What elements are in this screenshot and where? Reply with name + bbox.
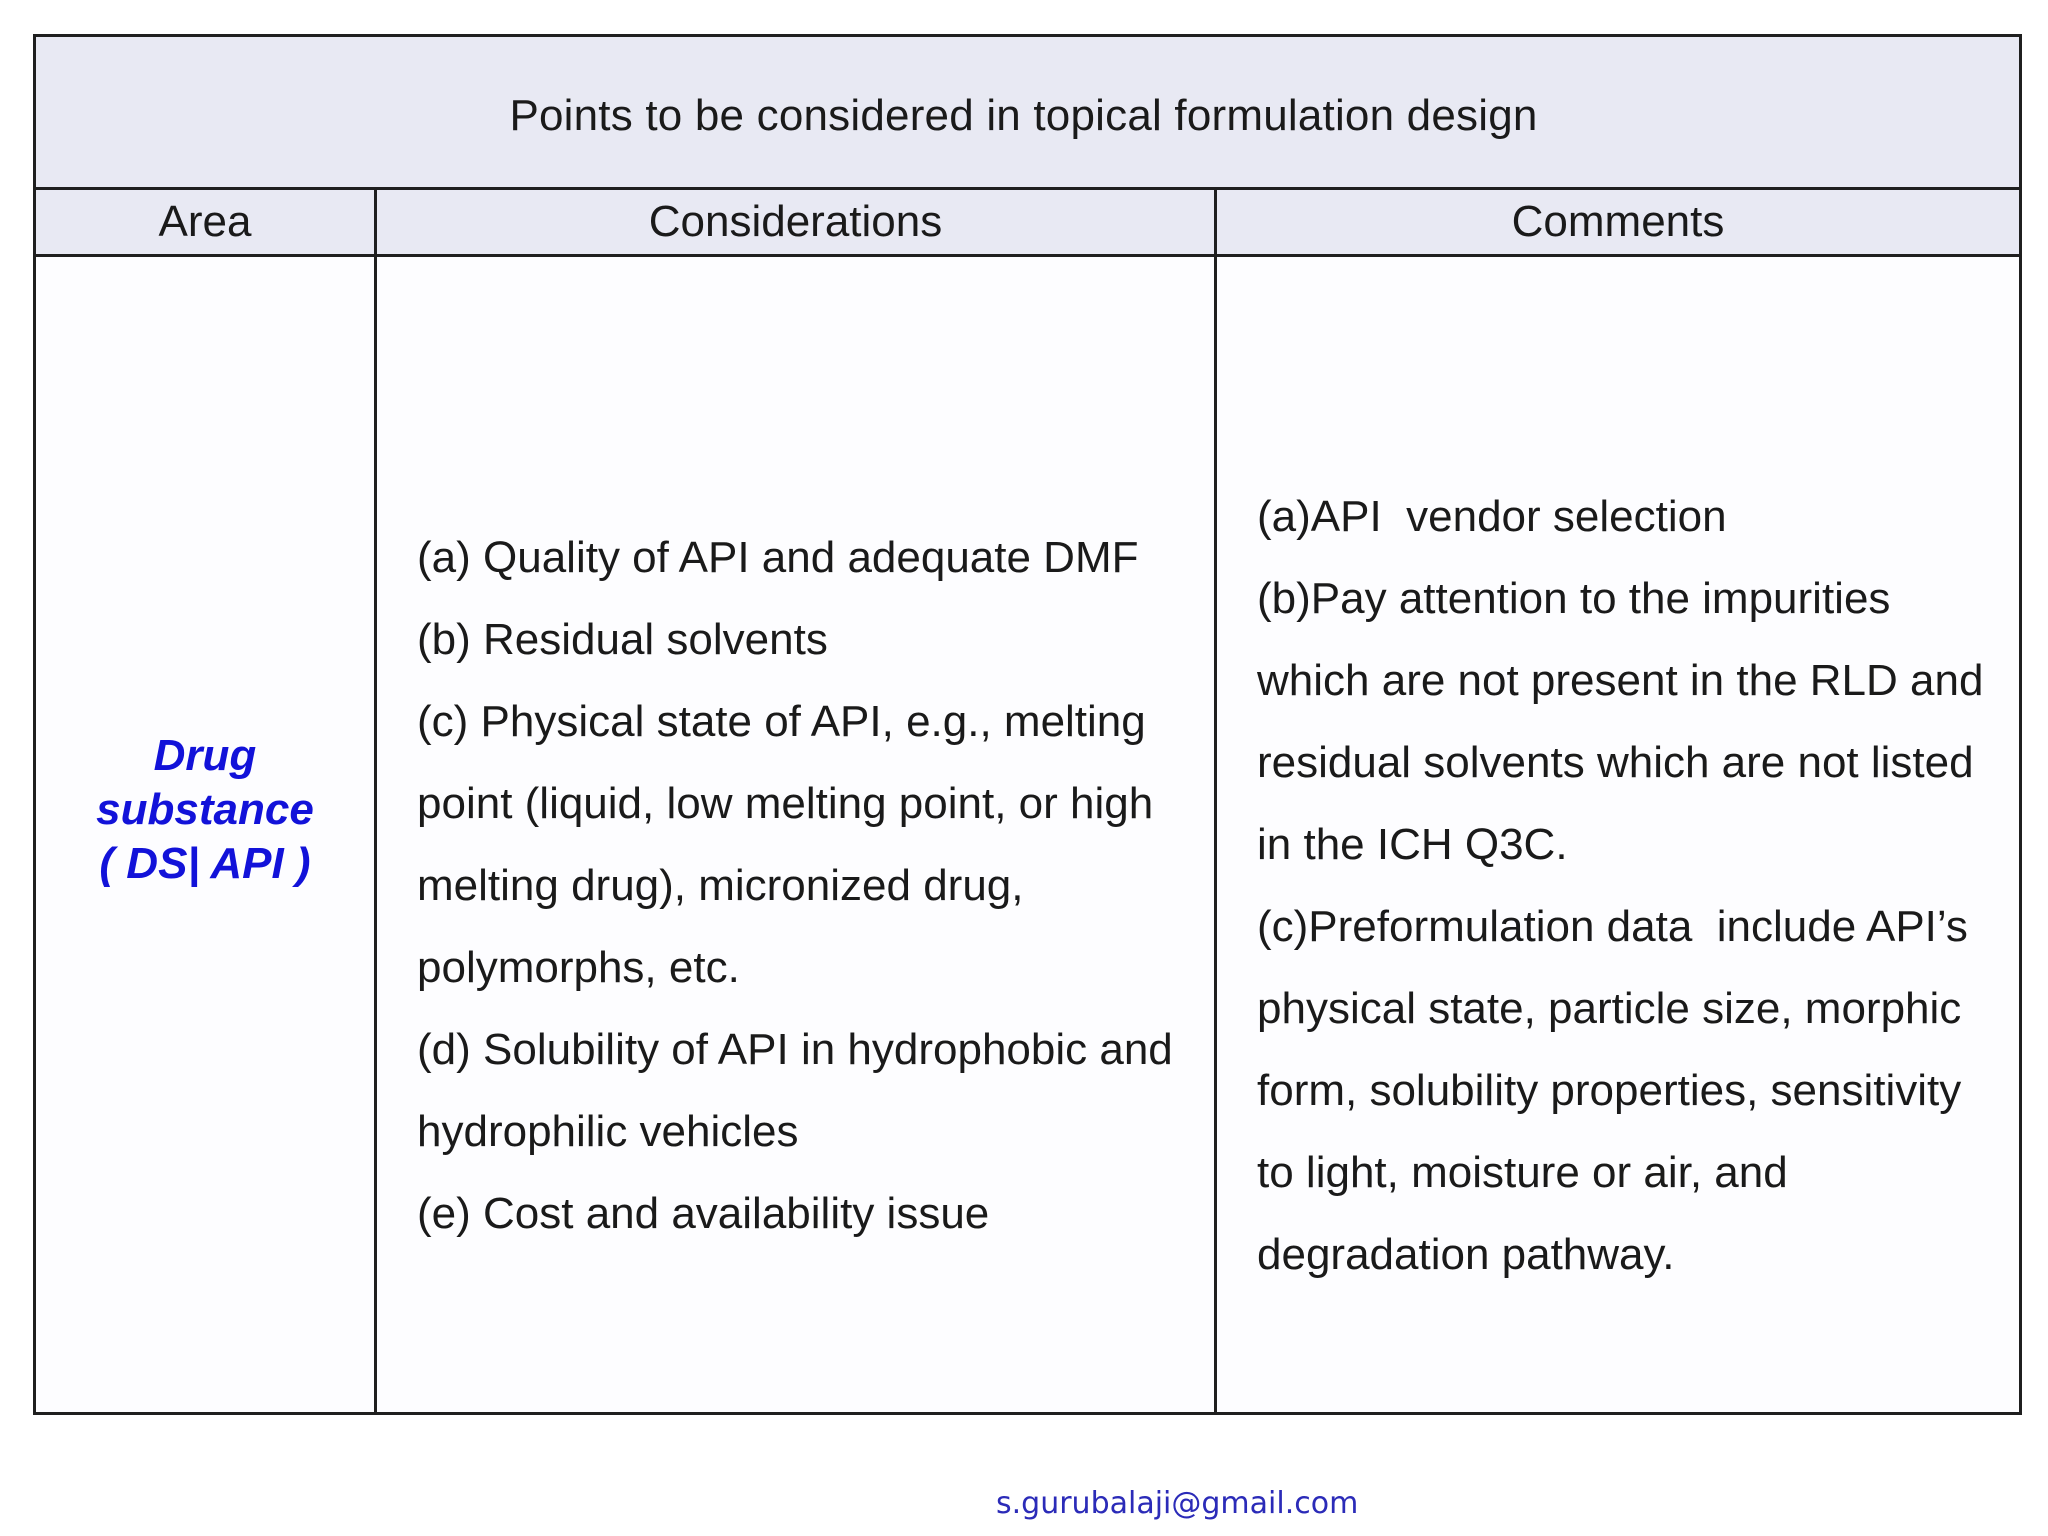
comments-line: physical state, particle size, morphic xyxy=(1257,984,1962,1033)
considerations-table xyxy=(33,34,2022,1415)
considerations-line: (e) Cost and availability issue xyxy=(417,1189,990,1238)
comments-line: (a)API vendor selection xyxy=(1257,492,1727,541)
considerations-line: polymorphs, etc. xyxy=(417,943,740,992)
considerations-line: hydrophilic vehicles xyxy=(417,1107,799,1156)
table-title: Points to be considered in topical formulation design xyxy=(509,91,1538,140)
area-line: substance xyxy=(96,784,314,834)
table-header-row xyxy=(36,190,2019,257)
considerations-list xyxy=(417,517,1173,1255)
considerations-line: point (liquid, low melting point, or high xyxy=(417,779,1154,828)
considerations-line: (a) Quality of API and adequate DMF xyxy=(417,533,1139,582)
header-considerations: Considerations xyxy=(377,190,1217,254)
considerations-line: (d) Solubility of API in hydrophobic and xyxy=(417,1025,1173,1074)
comments-line: (b)Pay attention to the impurities xyxy=(1257,574,1891,623)
comments-line: to light, moisture or air, and xyxy=(1257,1148,1788,1197)
table-title-row xyxy=(36,37,2019,190)
area-label xyxy=(96,729,314,891)
considerations-line: (b) Residual solvents xyxy=(417,615,828,664)
comments-line: which are not present in the RLD and xyxy=(1257,656,1984,705)
comments-line: degradation pathway. xyxy=(1257,1230,1675,1279)
considerations-cell xyxy=(377,257,1217,1412)
footer-email: s.gurubalaji@gmail.com xyxy=(996,1486,1359,1521)
comments-line: (c)Preformulation data include API’s xyxy=(1257,902,1968,951)
comments-cell xyxy=(1217,257,2019,1412)
area-cell xyxy=(36,257,377,1412)
comments-line: residual solvents which are not listed xyxy=(1257,738,1974,787)
considerations-line: (c) Physical state of API, e.g., melting xyxy=(417,697,1146,746)
considerations-line: melting drug), micronized drug, xyxy=(417,861,1024,910)
area-line: ( DS| API ) xyxy=(99,838,311,888)
comments-line: in the ICH Q3C. xyxy=(1257,820,1568,869)
header-area: Area xyxy=(36,190,377,254)
table-row xyxy=(36,257,2019,1412)
area-line: Drug xyxy=(153,730,257,780)
comments-list xyxy=(1257,476,1983,1296)
header-comments: Comments xyxy=(1511,197,1725,246)
comments-line: form, solubility properties, sensitivity xyxy=(1257,1066,1962,1115)
